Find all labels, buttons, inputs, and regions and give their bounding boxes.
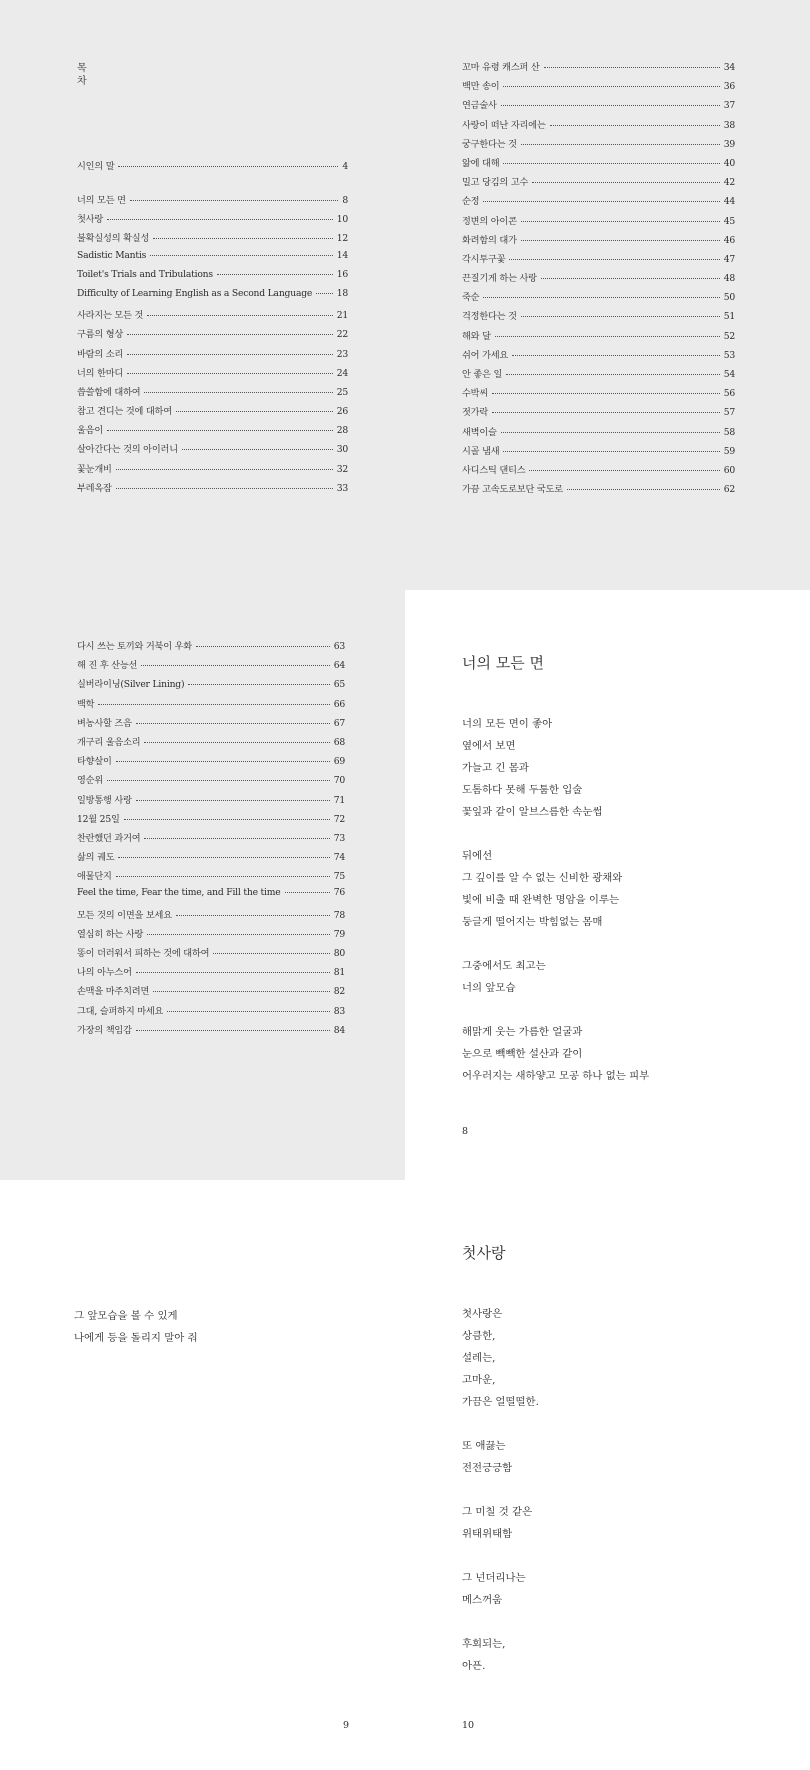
toc-entry-title: 순정 (462, 196, 480, 208)
toc-leader-dots (492, 393, 720, 394)
toc-entry-title: 백만 송이 (462, 81, 500, 93)
poem-line: 위태위태함 (462, 1528, 513, 1540)
poem-line: 상큼한, (462, 1330, 496, 1342)
toc-entry-page: 82 (333, 986, 345, 998)
toc-leader-dots (118, 857, 329, 858)
toc-leader-dots (550, 125, 720, 126)
toc-entry[interactable] (77, 158, 348, 177)
toc-entry-title: 너의 모든 면 (77, 195, 126, 206)
toc-entry-title: 젓가락 (462, 407, 489, 419)
toc-leader-dots (130, 200, 339, 201)
toc-entry-title: 연금술사 (462, 100, 497, 112)
toc-leader-dots (167, 1011, 329, 1012)
toc-entry[interactable] (462, 117, 735, 136)
toc-leader-dots (495, 336, 720, 337)
toc-entry-title: 다시 쓰는 토끼와 거북이 우화 (77, 641, 192, 652)
stanza-gap (462, 999, 649, 1021)
toc-leader-dots (521, 221, 720, 222)
toc-entry-page: 64 (333, 660, 345, 672)
toc-leader-dots (144, 392, 332, 393)
toc-leader-dots (492, 412, 720, 413)
toc-leader-dots (98, 704, 329, 705)
toc-entry-page: 30 (336, 444, 348, 456)
toc-entry[interactable] (462, 462, 735, 481)
toc-entry-title: 사랑이 떠난 자리에는 (462, 119, 546, 131)
poem-line: 가끔은 얼떨떨한. (462, 1396, 539, 1408)
toc-entry-title: 각시투구꽃 (462, 253, 506, 265)
poem-line: 둥글게 떨어지는 박힘없는 몸매 (462, 916, 603, 928)
toc-leader-dots (136, 723, 330, 724)
toc-entry-title: 찬란했던 과거여 (77, 832, 141, 844)
poem-title: 첫사랑 (462, 1244, 506, 1262)
toc-entry[interactable] (462, 385, 735, 404)
toc-entry-title: 구름의 형상 (77, 329, 124, 341)
toc-leader-dots (506, 374, 720, 375)
toc-entry-title: 바람의 소리 (77, 348, 124, 360)
toc-entry-page: 56 (723, 388, 735, 400)
toc-entry-title: 가끔 고속도로보단 국도로 (462, 484, 563, 496)
toc-list-continued (77, 638, 345, 1041)
toc-entry[interactable] (77, 676, 345, 695)
toc-entry-title: 걱정한다는 것 (462, 311, 517, 323)
toc-entry[interactable] (77, 441, 348, 460)
poem-line: 나에게 등을 돌리지 말아 줘 (74, 1332, 198, 1344)
toc-entry-title: 애물단지 (77, 871, 112, 883)
toc-entry[interactable] (77, 1003, 345, 1022)
toc-leader-dots (509, 259, 719, 260)
toc-leader-dots (483, 297, 719, 298)
toc-entry-title: 참고 견디는 것에 대하여 (77, 406, 172, 418)
toc-entry-title: 해와 달 (462, 330, 491, 342)
toc-entry[interactable] (77, 907, 345, 926)
toc-entry-page: 24 (336, 367, 348, 379)
toc-entry[interactable] (77, 346, 348, 365)
stanza-gap (462, 1479, 539, 1501)
stanza-gap (462, 823, 649, 845)
toc-leader-dots (483, 201, 719, 202)
toc-entry-title: 궁구한다는 것 (462, 138, 517, 150)
toc-entry-page: 22 (336, 329, 348, 341)
toc-entry-title: 손맥을 마주치려면 (77, 986, 150, 998)
toc-entry[interactable] (462, 404, 735, 423)
toc-leader-dots (213, 953, 329, 954)
spread-toc-2 (0, 590, 810, 1180)
toc-entry[interactable] (77, 307, 348, 326)
toc-entry[interactable] (77, 811, 345, 830)
toc-entry[interactable] (77, 772, 345, 791)
toc-entry[interactable] (462, 174, 735, 193)
toc-page-continued (0, 590, 405, 1180)
toc-entry-title: 시인의 말 (77, 161, 115, 172)
toc-entry-page: 14 (336, 249, 348, 261)
toc-entry[interactable] (77, 887, 345, 906)
toc-leader-dots (144, 838, 329, 839)
toc-entry-page: 23 (336, 348, 348, 360)
toc-entry-page: 68 (333, 736, 345, 748)
toc-entry[interactable] (77, 830, 345, 849)
toc-entry-title: 사라지는 모든 것 (77, 310, 144, 322)
toc-entry-page: 45 (723, 215, 735, 227)
toc-entry-page: 71 (333, 794, 345, 806)
toc-list-left (77, 192, 348, 499)
toc-entry-page: 8 (342, 195, 348, 206)
poem-line: 가늘고 긴 몸과 (462, 762, 529, 774)
toc-entry-page: 59 (723, 445, 735, 457)
toc-entry[interactable] (462, 289, 735, 308)
toc-leader-dots (521, 316, 720, 317)
toc-entry-page: 26 (336, 406, 348, 418)
toc-entry-page: 10 (336, 214, 348, 226)
toc-entry-page: 47 (723, 253, 735, 265)
toc-entry-title: 가장의 책임감 (77, 1024, 132, 1036)
poem-line: 옆에서 보면 (462, 740, 516, 752)
toc-entry-title: 꽃눈개비 (77, 463, 112, 475)
stanza-gap (462, 1611, 539, 1633)
toc-entry[interactable] (462, 347, 735, 366)
poem-title: 너의 모든 면 (462, 654, 544, 672)
toc-entry[interactable] (462, 155, 735, 174)
toc-entry-title: 수박씨 (462, 388, 489, 400)
toc-entry-page: 80 (333, 948, 345, 959)
toc-leader-dots (544, 67, 720, 68)
toc-entry-page: 51 (723, 311, 735, 323)
toc-leader-dots (136, 972, 330, 973)
toc-leader-dots (147, 315, 333, 316)
toc-entry[interactable] (77, 461, 348, 480)
toc-entry-page: 38 (723, 119, 735, 131)
toc-leader-dots (127, 334, 333, 335)
toc-entry[interactable] (77, 964, 345, 983)
poem-line: 그 미칠 것 같은 (462, 1506, 533, 1518)
toc-entry[interactable] (77, 326, 348, 345)
toc-entry-title: 씁쓸함에 대하여 (77, 386, 141, 398)
toc-entry[interactable] (462, 251, 735, 270)
toc-entry-title: 쉬어 가세요 (462, 349, 509, 361)
toc-entry-title: 살아간다는 것의 아이러니 (77, 444, 178, 456)
toc-entry[interactable] (77, 638, 345, 657)
toc-leader-dots (153, 991, 330, 992)
toc-entry-page: 58 (723, 426, 735, 438)
toc-entry-title: 새벽이슬 (462, 426, 497, 438)
toc-entry[interactable] (462, 136, 735, 155)
toc-entry-title: 불확실성의 확실성 (77, 233, 150, 245)
toc-entry[interactable] (77, 365, 348, 384)
toc-heading: 목차 (77, 63, 87, 87)
toc-leader-dots (147, 934, 330, 935)
toc-leader-dots (141, 665, 329, 666)
poem-line: 첫사랑은 (462, 1308, 503, 1320)
toc-entry-page: 39 (723, 138, 735, 150)
toc-leader-dots (503, 163, 719, 164)
toc-entry[interactable] (77, 1022, 345, 1041)
toc-entry[interactable] (462, 193, 735, 212)
toc-entry-title: 울음이 (77, 425, 104, 437)
poem-line: 메스꺼움 (462, 1594, 503, 1606)
stanza-gap (462, 1545, 539, 1567)
toc-leader-dots (512, 355, 720, 356)
toc-entry-page: 81 (333, 967, 345, 979)
toc-entry[interactable] (462, 213, 735, 232)
toc-entry-title: 벼농사할 즈음 (77, 717, 132, 729)
toc-entry-title: 사디스틱 댄티스 (462, 464, 526, 476)
toc-page-left (0, 0, 405, 590)
toc-entry-page: 48 (723, 273, 735, 285)
page-number: 8 (462, 1126, 469, 1137)
toc-entry-page: 21 (336, 310, 348, 322)
spread-poems (0, 1180, 810, 1770)
poem-line: 설레는, (462, 1352, 496, 1364)
toc-entry[interactable] (77, 288, 348, 307)
toc-entry-page: 32 (336, 463, 348, 475)
toc-entry-page: 36 (723, 81, 735, 93)
toc-entry-page: 4 (342, 161, 348, 172)
toc-entry-title: 똥이 더러워서 피하는 것에 대하여 (77, 948, 210, 959)
toc-entry-title: Feel the time, Fear the time, and Fill the time (77, 887, 281, 899)
toc-entry-page: 84 (333, 1024, 345, 1036)
poem-line: 해맑게 웃는 가름한 얼굴과 (462, 1026, 583, 1038)
poem-body (462, 713, 649, 1087)
toc-entry[interactable] (462, 328, 735, 347)
toc-leader-dots (127, 354, 333, 355)
toc-entry[interactable] (77, 657, 345, 676)
page-number: 9 (343, 1720, 350, 1731)
poem-line: 그 넌더리나는 (462, 1572, 526, 1584)
toc-entry-page: 34 (723, 62, 735, 73)
toc-entry-title: 밀고 당김의 고수 (462, 177, 529, 189)
toc-entry[interactable] (77, 753, 345, 772)
toc-entry-title: 앎에 대해 (462, 157, 500, 169)
toc-leader-dots (116, 488, 333, 489)
toc-entry-page: 54 (723, 369, 735, 380)
poem-line: 꽃잎과 같이 알브스름한 속눈썹 (462, 806, 603, 818)
toc-entry[interactable] (77, 211, 348, 230)
toc-entry-page: 76 (333, 887, 345, 899)
toc-entry[interactable] (77, 983, 345, 1002)
toc-leader-dots (176, 915, 330, 916)
toc-entry-title: Sadistic Mantis (77, 249, 147, 261)
toc-leader-dots (521, 144, 720, 145)
toc-entry-title: 화려함의 대가 (462, 234, 517, 246)
toc-leader-dots (116, 761, 330, 762)
toc-leader-dots (127, 373, 333, 374)
toc-entry[interactable] (462, 424, 735, 443)
toc-leader-dots (521, 240, 720, 241)
toc-entry[interactable] (77, 480, 348, 499)
toc-leader-dots (136, 1030, 330, 1031)
toc-entry-page: 73 (333, 832, 345, 844)
toc-entry-page: 18 (336, 287, 348, 299)
toc-entry-page: 67 (333, 717, 345, 729)
toc-page-right (405, 0, 810, 590)
toc-leader-dots (107, 219, 333, 220)
toc-entry-page: 12 (336, 233, 348, 245)
poem-line: 전전긍긍함 (462, 1462, 513, 1474)
poem-line: 눈으로 빽빽한 설산과 같이 (462, 1048, 583, 1060)
toc-entry[interactable] (77, 926, 345, 945)
poem-line: 어우러지는 새하얗고 모공 하나 없는 피부 (462, 1070, 650, 1082)
toc-leader-dots (182, 449, 333, 450)
toc-entry-title: 개구리 울음소리 (77, 736, 141, 748)
toc-leader-dots (217, 274, 333, 275)
toc-entry-page: 46 (723, 234, 735, 246)
toc-entry[interactable] (462, 481, 735, 500)
toc-entry-page: 72 (333, 813, 345, 825)
toc-entry-title: 실버라이닝(Silver Lining) (77, 679, 185, 691)
toc-entry-title: 해 진 후 산능선 (77, 660, 138, 672)
toc-leader-dots (316, 293, 333, 294)
toc-entry-page: 69 (333, 756, 345, 768)
stanza-gap (462, 1413, 539, 1435)
toc-leader-dots (124, 819, 330, 820)
toc-entry-page: 52 (723, 330, 735, 342)
toc-entry[interactable] (462, 366, 735, 385)
stanza-gap (462, 933, 649, 955)
toc-entry-page: 60 (723, 464, 735, 476)
poem-body (462, 1303, 539, 1677)
toc-entry[interactable] (77, 250, 348, 269)
toc-entry-page: 65 (333, 679, 345, 691)
toc-entry[interactable] (462, 59, 735, 78)
toc-leader-dots (144, 742, 329, 743)
toc-entry[interactable] (77, 945, 345, 964)
toc-entry-page: 37 (723, 100, 735, 112)
toc-entry-page: 79 (333, 928, 345, 940)
toc-leader-dots (153, 238, 333, 239)
toc-entry-title: 나의 아누스어 (77, 967, 132, 979)
toc-entry[interactable] (77, 868, 345, 887)
toc-entry-page: 33 (336, 482, 348, 494)
toc-entry-title: 안 좋은 일 (462, 369, 503, 380)
toc-entry-title: 삶의 궤도 (77, 852, 115, 864)
toc-entry[interactable] (77, 230, 348, 249)
toc-entry[interactable] (77, 422, 348, 441)
toc-entry-page: 44 (723, 196, 735, 208)
page-number: 10 (462, 1720, 475, 1731)
toc-entry-title: 첫사랑 (77, 214, 104, 226)
toc-entry-title: Difficulty of Learning English as a Second Language (77, 287, 313, 299)
toc-entry-page: 75 (333, 871, 345, 883)
toc-entry-title: 끈질기게 하는 사랑 (462, 273, 537, 285)
toc-entry[interactable] (77, 715, 345, 734)
poem-line: 뒤에선 (462, 850, 493, 862)
toc-entry[interactable] (462, 270, 735, 289)
toc-entry[interactable] (77, 403, 348, 422)
toc-leader-dots (116, 876, 330, 877)
toc-entry-page: 62 (723, 484, 735, 496)
toc-list-right (462, 59, 735, 500)
toc-entry[interactable] (462, 232, 735, 251)
toc-entry-page: 63 (333, 641, 345, 652)
toc-entry[interactable] (462, 78, 735, 97)
toc-entry-page: 66 (333, 698, 345, 710)
poem-line: 그 앞모습을 볼 수 있게 (74, 1310, 178, 1322)
toc-leader-dots (136, 800, 330, 801)
poem-line: 너의 모든 면이 좋아 (462, 718, 553, 730)
toc-leader-dots (176, 411, 333, 412)
toc-leader-dots (285, 892, 330, 893)
toc-entry[interactable] (462, 443, 735, 462)
toc-leader-dots (532, 182, 720, 183)
toc-entry[interactable] (77, 849, 345, 868)
toc-entry-page: 83 (333, 1005, 345, 1017)
toc-leader-dots (107, 780, 330, 781)
poem-line: 도톰하다 못해 두툼한 입술 (462, 784, 583, 796)
toc-entry-title: Toilet's Trials and Tribulations (77, 268, 213, 280)
toc-entry[interactable] (77, 792, 345, 811)
toc-entry-page: 25 (336, 386, 348, 398)
poem-line: 그 깊이를 알 수 없는 신비한 광채와 (462, 872, 623, 884)
toc-entry-page: 50 (723, 292, 735, 304)
toc-leader-dots (529, 470, 719, 471)
toc-entry-title: 죽순 (462, 292, 480, 304)
toc-entry-page: 78 (333, 909, 345, 921)
toc-entry-title: 정변의 아이콘 (462, 215, 517, 227)
toc-entry-title: 12월 25일 (77, 813, 120, 825)
toc-entry-title: 열심히 하는 사랑 (77, 928, 144, 940)
toc-leader-dots (107, 430, 333, 431)
toc-leader-dots (116, 469, 333, 470)
poem-line: 아픈. (462, 1660, 486, 1672)
toc-entry-title: 부레옥잠 (77, 482, 112, 494)
toc-entry[interactable] (77, 384, 348, 403)
toc-entry[interactable] (462, 97, 735, 116)
poem-continuation (74, 1305, 198, 1349)
toc-leader-dots (541, 278, 720, 279)
toc-entry-page: 70 (333, 775, 345, 787)
toc-leader-dots (501, 432, 720, 433)
toc-leader-dots (567, 489, 720, 490)
toc-leader-dots (503, 451, 719, 452)
toc-entry-title: 시골 냄새 (462, 445, 500, 457)
toc-leader-dots (501, 105, 720, 106)
toc-entry[interactable] (77, 192, 348, 211)
toc-entry-page: 16 (336, 268, 348, 280)
poem-line: 빛에 비출 때 완벽한 명암을 이루는 (462, 894, 620, 906)
toc-entry-title: 모든 것의 이면을 보세요 (77, 909, 172, 921)
toc-leader-dots (150, 255, 333, 256)
toc-entry-page: 42 (723, 177, 735, 189)
toc-entry-title: 영순위 (77, 775, 104, 787)
toc-intro-list (77, 158, 348, 177)
toc-entry-page: 53 (723, 349, 735, 361)
poem-line: 후회되는, (462, 1638, 506, 1650)
toc-entry-title: 너의 한마디 (77, 367, 124, 379)
toc-leader-dots (503, 86, 719, 87)
poem-line: 너의 앞모습 (462, 982, 516, 994)
toc-entry[interactable] (77, 696, 345, 715)
toc-entry[interactable] (77, 269, 348, 288)
toc-entry-title: 꼬마 유령 캐스퍼 산 (462, 62, 540, 73)
toc-entry-page: 40 (723, 157, 735, 169)
poem-line: 고마운, (462, 1374, 496, 1386)
toc-leader-dots (196, 646, 330, 647)
toc-leader-dots (188, 684, 329, 685)
poem-line: 또 애끓는 (462, 1440, 506, 1452)
toc-entry-page: 74 (333, 852, 345, 864)
toc-entry-page: 57 (723, 407, 735, 419)
spread-toc-1 (0, 0, 810, 590)
toc-entry-title: 일방통행 사랑 (77, 794, 132, 806)
poem-line: 그중에서도 최고는 (462, 960, 546, 972)
toc-entry[interactable] (462, 308, 735, 327)
toc-entry-title: 그대, 슬퍼하지 마세요 (77, 1005, 164, 1017)
toc-entry[interactable] (77, 734, 345, 753)
toc-entry-title: 타향살이 (77, 756, 112, 768)
toc-entry-title: 백학 (77, 698, 95, 710)
toc-entry-page: 28 (336, 425, 348, 437)
toc-leader-dots (118, 166, 338, 167)
